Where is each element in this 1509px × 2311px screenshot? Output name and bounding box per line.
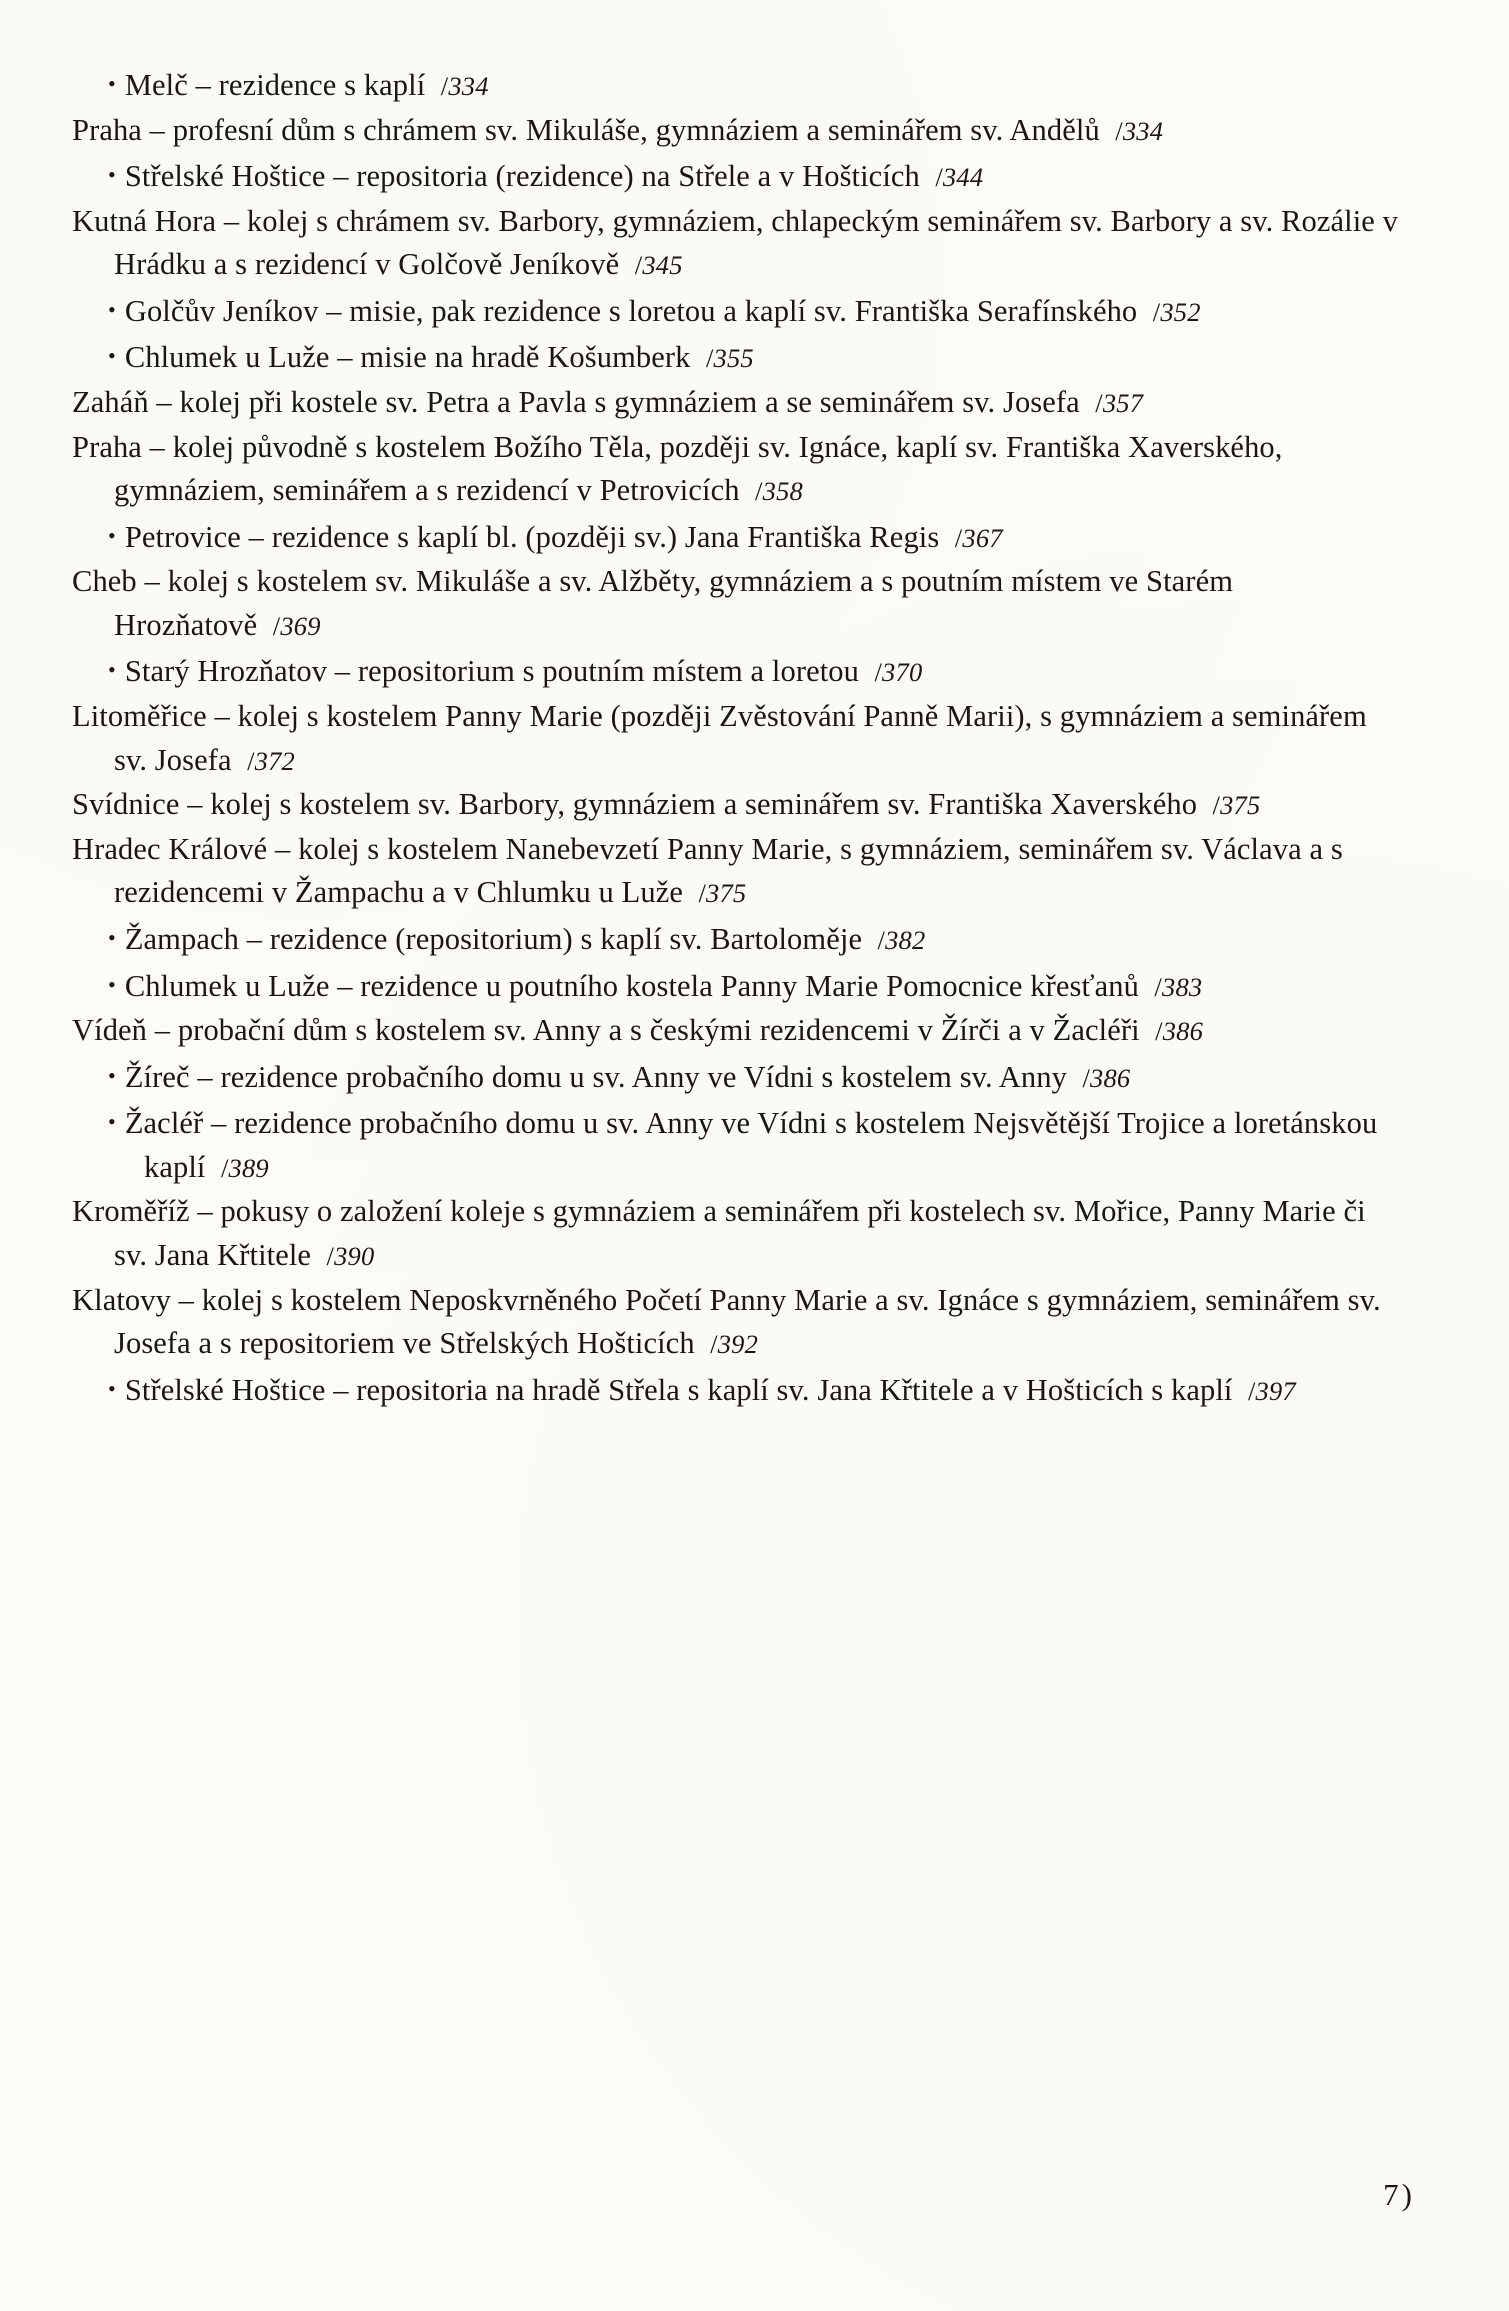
toc-entry xyxy=(72,514,1402,561)
toc-entry-title: Vídeň – probační dům s kostelem sv. Anny a s českými rezidencemi v Žírči a v Žacléři xyxy=(72,1013,1140,1048)
toc-entry xyxy=(72,916,1402,963)
toc-entry-title: Cheb – kolej s kostelem sv. Mikuláše a sv. Alžběty, gymnáziem a s poutním místem ve Starém Hrozňatově xyxy=(72,564,1234,642)
toc-entry xyxy=(72,334,1402,381)
toc-entry-page-number: /390 xyxy=(326,1240,375,1271)
toc-entry-title: Praha – profesní dům s chrámem sv. Mikuláše, gymnáziem a seminářem sv. Andělů xyxy=(72,112,1100,147)
toc-entry-title: Melč – rezidence s kaplí xyxy=(124,67,426,102)
bullet-icon: • xyxy=(108,162,116,188)
toc-entry-page-number: /375 xyxy=(1212,790,1261,821)
toc-entry xyxy=(72,1054,1402,1101)
toc-entry-title: Litoměřice – kolej s kostelem Panny Marie (později Zvěstování Panně Marii), s gymnáziem a seminářem sv. Josefa xyxy=(72,699,1367,777)
toc-entry-page-number: /357 xyxy=(1095,387,1144,418)
toc-entry xyxy=(72,153,1402,200)
toc-entry-title: Střelské Hoštice – repositoria na hradě Střela s kaplí sv. Jana Křtitele a v Hošticích s kaplí xyxy=(124,1372,1233,1407)
toc-entry-page-number: /344 xyxy=(935,162,984,193)
bullet-icon: • xyxy=(108,925,116,950)
bullet-icon: • xyxy=(108,1062,116,1088)
toc-entry xyxy=(72,381,1402,426)
bullet-icon: • xyxy=(108,657,116,683)
toc-entry xyxy=(72,1190,1402,1278)
toc-entry-title: Chlumek u Luže – rezidence u poutního kostela Panny Marie Pomocnice křesťanů xyxy=(124,968,1139,1003)
bullet-icon: • xyxy=(108,522,116,548)
toc-entry-title: Chlumek u Luže – misie na hradě Košumberk xyxy=(124,340,691,375)
toc-entry-title: Praha – kolej původně s kostelem Božího Těla, později sv. Ignáce, kaplí sv. Františka Xaverského, gymnáziem, seminářem a s rezidencí v Petrovicích xyxy=(72,429,1283,508)
toc-entry-title: Starý Hrozňatov – repositorium s poutním místem a loretou xyxy=(124,654,860,689)
toc-entry xyxy=(72,1279,1402,1367)
toc-entry-page-number: /369 xyxy=(272,610,321,641)
toc-entry xyxy=(72,648,1402,695)
page-folio xyxy=(1383,2177,1413,2213)
toc-entry-title: Žacléř – rezidence probačního domu u sv. Anny ve Vídni s kostelem Nejsvětější Trojice a loretánskou kaplí xyxy=(124,1106,1378,1184)
toc-entry xyxy=(72,200,1402,288)
toc-entry-page-number: /392 xyxy=(710,1329,759,1360)
toc-entry-title: Střelské Hoštice – repositoria (rezidence) na Střele a v Hošticích xyxy=(124,159,920,194)
folio-number: 7 xyxy=(1383,2177,1400,2212)
toc-entry-page-number: /375 xyxy=(698,878,747,909)
toc-entry-title: Hradec Králové – kolej s kostelem Nanebevzetí Panny Marie, s gymnáziem, seminářem sv. Václava a s rezidencemi v Žampachu a v Chlumku u Luže xyxy=(72,831,1343,910)
toc-entry-page-number: /355 xyxy=(705,343,754,374)
toc-entry-page-number: /383 xyxy=(1154,971,1203,1002)
toc-entry xyxy=(72,62,1402,109)
toc-entry xyxy=(72,560,1402,648)
toc-entry-title: Golčův Jeníkov – misie, pak rezidence s loretou a kaplí sv. Františka Serafínského xyxy=(124,293,1138,328)
toc-entry-title: Žíreč – rezidence probačního domu u sv. Anny ve Vídni s kostelem sv. Anny xyxy=(124,1059,1067,1094)
toc-entry-page-number: /389 xyxy=(220,1152,269,1183)
toc-entry-page-number: /345 xyxy=(634,250,683,281)
toc-entry xyxy=(72,1009,1402,1054)
bullet-icon: • xyxy=(108,343,116,369)
bullet-icon: • xyxy=(108,71,116,96)
toc-entry xyxy=(72,783,1402,828)
toc-entry-title: Klatovy – kolej s kostelem Neposkvrněného Početí Panny Marie a sv. Ignáce s gymnáziem, seminářem sv. Josefa a s repositoriem ve Střelských Hošticích xyxy=(72,1282,1381,1361)
toc-entry-page-number: /386 xyxy=(1155,1016,1204,1047)
toc-entry-title: Petrovice – rezidence s kaplí bl. (později sv.) Jana Františka Regis xyxy=(124,519,940,554)
toc-content xyxy=(72,62,1402,1413)
toc-entry-page-number: /397 xyxy=(1247,1375,1296,1406)
toc-entry xyxy=(72,426,1402,514)
toc-entry-page-number: /370 xyxy=(874,657,923,688)
toc-entry-page-number: /334 xyxy=(440,70,489,101)
toc-entry xyxy=(72,288,1402,335)
toc-entry-title: Svídnice – kolej s kostelem sv. Barbory, gymnáziem a seminářem sv. Františka Xaverského xyxy=(72,787,1198,822)
toc-entry-page-number: /352 xyxy=(1152,296,1201,327)
toc-entry-page-number: /358 xyxy=(755,476,803,507)
toc-entry-title: Zaháň – kolej při kostele sv. Petra a Pavla s gymnáziem a se seminářem sv. Josefa xyxy=(72,384,1080,419)
toc-entry xyxy=(72,695,1402,783)
toc-entry-page-number: /367 xyxy=(954,522,1003,553)
folio-suffix: ) xyxy=(1401,2177,1413,2212)
toc-entry-title: Kroměříž – pokusy o založení koleje s gymnáziem a seminářem při kostelech sv. Mořice, Panny Marie či sv. Jana Křtitele xyxy=(72,1194,1366,1272)
table-of-contents-list xyxy=(72,62,1402,1413)
toc-entry-page-number: /382 xyxy=(877,924,926,955)
toc-entry-title: Kutná Hora – kolej s chrámem sv. Barbory, gymnáziem, chlapeckým seminářem sv. Barbory a sv. Rozálie v Hrádku a s rezidencí v Golčově Jeníkově xyxy=(72,203,1399,282)
bullet-icon: • xyxy=(108,971,116,997)
toc-entry-title: Žampach – rezidence (repositorium) s kaplí sv. Bartoloměje xyxy=(124,921,863,956)
toc-entry xyxy=(72,109,1402,154)
toc-entry xyxy=(72,828,1402,916)
toc-entry xyxy=(72,963,1402,1010)
toc-entry-page-number: /334 xyxy=(1115,115,1164,146)
toc-entry xyxy=(72,1100,1402,1190)
bullet-icon: • xyxy=(108,1375,116,1401)
toc-entry-page-number: /372 xyxy=(247,745,295,776)
toc-entry-page-number: /386 xyxy=(1082,1062,1131,1093)
bullet-icon: • xyxy=(108,296,116,322)
toc-entry xyxy=(72,1367,1402,1414)
bullet-icon: • xyxy=(108,1109,116,1135)
